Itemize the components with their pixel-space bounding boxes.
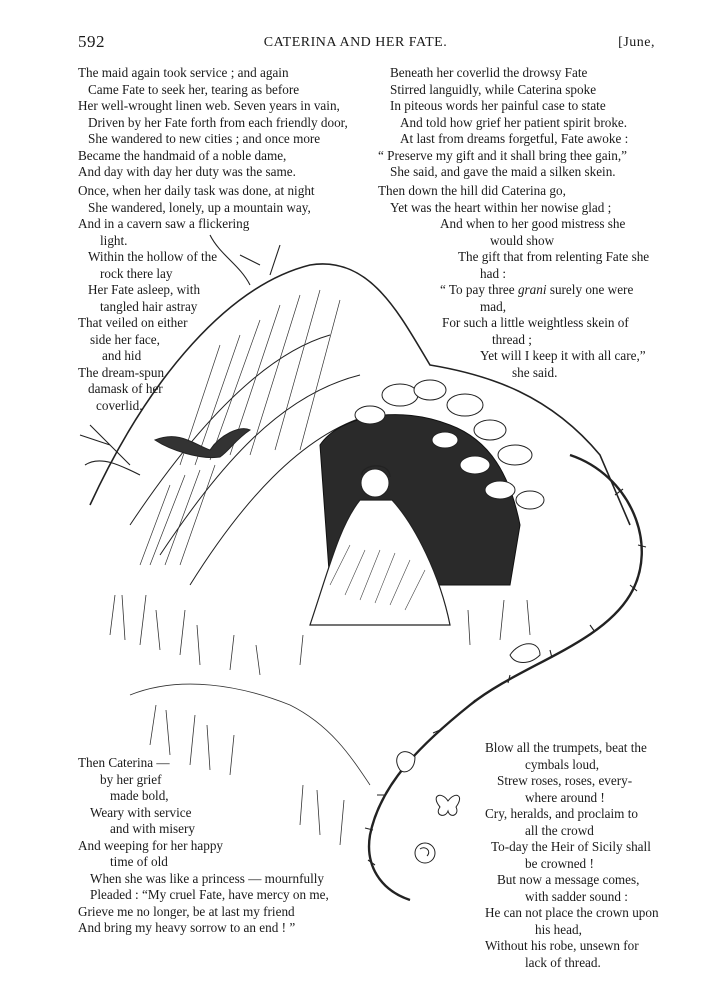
verse-line: At last from dreams forgetful, Fate awoke : (400, 131, 629, 146)
verse-line: and with misery (110, 821, 195, 836)
verse-line: tangled hair astray (100, 298, 198, 314)
running-title: CATERINA AND HER FATE. (263, 35, 448, 50)
verse-line: Her Fate asleep, with (88, 282, 201, 297)
verse-line: she said. (512, 364, 558, 380)
verse-line: The gift that from relenting Fate she (458, 249, 650, 264)
right-stanza-3 (485, 740, 659, 971)
verse-line: thread ; (492, 331, 532, 347)
verse-line: And when to her good mistress she (440, 216, 626, 231)
verse-line: his head, (535, 921, 582, 937)
left-stanza-3 (78, 755, 329, 937)
verse-line: But now a message comes, (497, 872, 640, 887)
verse-line: In piteous words her painful case to state (390, 98, 606, 113)
verse-line: For such a little weightless skein of (442, 315, 629, 330)
verse-line: Yet will I keep it with all care,” (480, 348, 646, 363)
verse-line: had : (480, 265, 507, 281)
verse-line: time of old (110, 854, 168, 869)
verse-line: Became the handmaid of a noble dame, (78, 147, 287, 163)
right-stanza-1 (378, 65, 628, 181)
verse-line: and hid (102, 348, 142, 363)
verse-line: Pleaded : “My cruel Fate, have mercy on me, (90, 887, 329, 902)
verse-line: Then Caterina — (78, 755, 170, 770)
verse-line: The maid again took service ; and again (78, 65, 289, 80)
verse-line: The dream-spun (78, 364, 165, 380)
verse-line: Strew roses, roses, every- (497, 773, 633, 788)
verse-line: rock there lay (100, 265, 173, 281)
verse-line: Her well-wrought linen web. Seven years in vain, (78, 98, 340, 113)
verse-line: Blow all the trumpets, beat the (485, 740, 647, 755)
verse-line: Beneath her coverlid the drowsy Fate (390, 65, 588, 80)
running-month: [June, (618, 35, 655, 50)
verse-line: Came Fate to seek her, tearing as before (88, 81, 300, 97)
verse-line: Weary with service (90, 804, 192, 820)
verse-line: When she was like a princess — mournfully (90, 870, 325, 886)
verse-line: Within the hollow of the (88, 249, 218, 264)
verse-line: Stirred languidly, while Caterina spoke (390, 81, 597, 97)
verse-line: coverlid. (96, 397, 143, 413)
verse-line: mad, (480, 298, 507, 314)
verse-line: made bold, (110, 788, 169, 803)
verse-line: Without his robe, unsewn for (485, 938, 639, 953)
verse-line: where around ! (525, 789, 605, 805)
verse-line: She wandered to new cities ; and once more (88, 131, 321, 146)
verse-line: Driven by her Fate forth from each friendly door, (88, 114, 348, 130)
verse-line: damask of her (88, 381, 163, 396)
verse-line: light. (100, 232, 128, 248)
verse-line: lack of thread. (525, 954, 601, 970)
verse-line: Cry, heralds, and proclaim to (485, 806, 638, 821)
verse-line: by her grief (100, 771, 162, 787)
verse-line: Once, when her daily task was done, at night (78, 183, 315, 198)
verse-line: Yet was the heart within her nowise glad ; (390, 199, 612, 215)
verse-line: She said, and gave the maid a silken skein. (390, 164, 616, 179)
verse-line: And day with day her duty was the same. (78, 164, 296, 179)
left-stanza-2 (78, 183, 315, 414)
verse-line: side her face, (90, 331, 160, 347)
verse-line: all the crowd (525, 822, 594, 838)
verse-line: And told how grief her patient spirit broke. (400, 114, 628, 130)
italic-word-grani: grani (517, 282, 547, 297)
verse-line: Grieve me no longer, be at last my friend (78, 903, 295, 919)
verse-line: He can not place the crown upon (485, 905, 659, 920)
verse-line: Then down the hill did Caterina go, (378, 183, 566, 198)
verse-line-grani (378, 282, 649, 299)
left-stanza-1 (78, 65, 348, 181)
verse-line: She wandered, lonely, up a mountain way, (88, 199, 311, 215)
verse-fragment: surely one were (546, 282, 634, 297)
verse-line: with sadder sound : (525, 888, 628, 904)
verse-line: “ Preserve my gift and it shall bring thee gain,” (378, 147, 628, 163)
verse-line: And weeping for her happy (78, 837, 224, 853)
verse-line: cymbals loud, (525, 756, 599, 772)
verse-line: That veiled on either (78, 315, 188, 330)
verse-line: And bring my heavy sorrow to an end ! ” (78, 920, 296, 935)
verse-line: And in a cavern saw a flickering (78, 216, 250, 231)
verse-line: be crowned ! (525, 855, 594, 871)
right-stanza-2 (378, 183, 649, 381)
verse-fragment: “ To pay three (440, 282, 518, 297)
verse-line: would show (490, 232, 555, 248)
verse-line: To-day the Heir of Sicily shall (491, 839, 651, 854)
page-number: 592 (78, 32, 105, 51)
